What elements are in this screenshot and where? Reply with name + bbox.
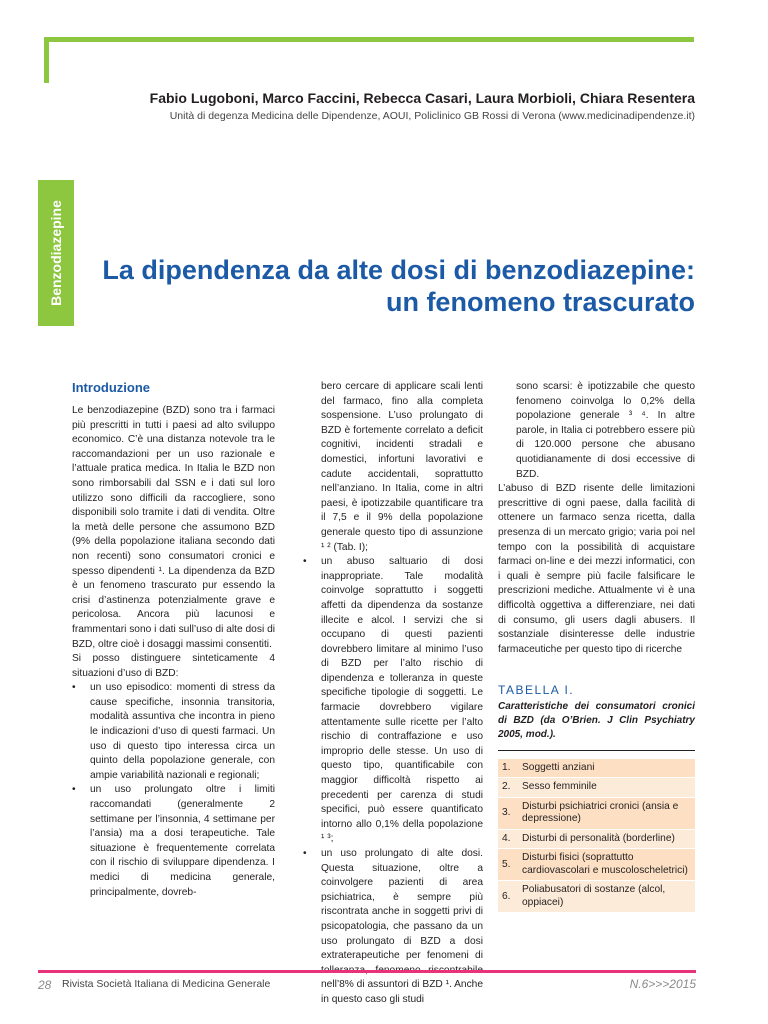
row-text: Soggetti anziani — [518, 759, 695, 778]
table-row — [498, 881, 695, 913]
row-number: 1. — [498, 759, 518, 778]
characteristics-table — [498, 759, 695, 914]
bullet-item: • un uso prolungato di alte dosi. Questa situazione, oltre a coinvolgere pazienti di area psichiatrica, è sempre più riscontrata anche in soggetti privi di psicopatologia, che passano da un uso prolungato di BZD a dosi extraterapeutiche per fenomeni di nell’8% di assuntori di BZD ¹. Anche in questo caso gli studi — [303, 847, 483, 1008]
row-text: Disturbi di personalità (borderline) — [518, 829, 695, 849]
row-number: 3. — [498, 797, 518, 829]
section-tab-label: Benzodiazepine — [48, 200, 64, 306]
paragraph: Le benzodiazepine (BZD) sono tra i farmaci più prescritti in tutti i paesi ad alto sviluppo economico. C’è una distanza notevole tra le raccomandazioni per un uso razionale e l’attuale pratica medica. In Italia le BZD non sono rimborsabili dal SSN e i dati sul loro utilizzo sono difficili da raccogliere, sono disponibili solo tramite i dati di vendita. Oltre la metà delle persone che assumono BZD (9% della popolazione italiana secondo dati non recenti) sono consumatori cronici e spesso dipendenti ¹. La dipendenza da BZD è un fenomeno trascurato pur essendo la crisi d’astinenza potenzialmente grave e pericolosa. Ancora più lacunosi e frammentari sono i dati sull’uso di alte dosi di BZD, oltre cioè i dosaggi massimi consentiti. — [72, 405, 275, 650]
row-number: 5. — [498, 849, 518, 881]
column-3 — [498, 380, 695, 913]
title-line-1: La dipendenza da alte dosi di benzodiazepine: — [102, 255, 695, 285]
authors: Fabio Lugoboni, Marco Faccini, Rebecca Casari, Laura Morbioli, Chiara Resentera — [149, 90, 695, 106]
paragraph: bero cercare di applicare scali lenti del farmaco, fino alla completa sospensione. L’uso prolungato di BZD è fortemente correlato a deficit cognitivi, incidenti stradali e domestici, infortuni lavorativi e cadute accidentali, soprattutto nell’anziano. In Italia, come in altri paesi, è ipotizzabile quantificare tra il 7,5 e il 9% della popolazione generale questo tipo di assunzione ¹ ² (Tab. I); — [321, 381, 483, 553]
column-2 — [303, 380, 483, 1008]
section-heading: Introduzione — [72, 380, 150, 395]
row-text: Sesso femminile — [518, 778, 695, 798]
row-text: Disturbi psichiatrici cronici (ansia e depressione) — [518, 797, 695, 829]
table-row — [498, 778, 695, 798]
paragraph: sono scarsi: è ipotizzabile che questo fenomeno coinvolga lo 0,2% della popolazione generale ³ ⁴. In altre parole, in Italia ci potrebbero essere più di 120.000 persone che abusano quotidianamente di dosi eccessive di BZD. — [516, 381, 695, 480]
paragraph: L’abuso di BZD risente delle limitazioni prescrittive di ogni paese, dalla facilità di ottenere un farmaco senza ricetta, dalla presenza di un mercato grigio; varia poi nel tempo con la possibilità di acquistare farmaci on-line e dei mezzi informatici, con i quali è sempre più facile falsificare le prescrizioni mediche. Attualmente vi è una difficoltà oggettiva a differenziare, nei dati di consumo, gli users dagli abusers. Il sostanziale disinteresse delle industrie farmaceutiche per questo tipo di ricerche — [498, 483, 695, 655]
footer-rule — [38, 970, 696, 973]
section-tab — [38, 180, 74, 326]
row-number: 6. — [498, 881, 518, 913]
row-number: 2. — [498, 778, 518, 798]
table-row — [498, 797, 695, 829]
table-row — [498, 759, 695, 778]
table-caption: Caratteristiche dei consumatori cronici di BZD (da O’Brien. J Clin Psychiatry 2005, mod.). — [498, 700, 695, 751]
affiliation: Unità di degenza Medicina delle Dipendenze, AOUI, Policlinico GB Rossi di Verona (www.medicinadipendenze.it) — [169, 110, 695, 122]
bullet-item: • un uso prolungato oltre i limiti raccomandati (generalmente 2 settimane per l’insonnia, 4 settimane per l’ansia) ma a dosi terapeutiche. Tale situazione è frequentemente correlata con il rischio di sviluppare dipendenza. I medici di medicina generale, principalmente, dovreb- — [72, 783, 275, 900]
article-title — [100, 254, 695, 318]
column-1 — [72, 380, 275, 900]
paragraph: Si posso distinguere sinteticamente 4 situazioni d’uso di BZD: — [72, 653, 275, 679]
table-row — [498, 849, 695, 881]
bullet-item: • un abuso saltuario di dosi inappropriate. Tale modalità coinvolge soprattutto i soggetti affetti da dipendenza da sostanze illecite e alcol. I servizi che si occupano di questi pazienti dovrebbero limitare al minimo l’uso di BZD per l’alto rischio di dipendenza e tolleranza in queste specifiche tipologie di soggetti. Le farmacie dovrebbero vigilare attentamente sulle ricette per l’alto rischio di contraffazione e uso improprio delle stesse. Un uso di questo tipo, quantificabile con maggior difficoltà rispetto ai precedenti per carenza di studi specifici, può essere quantificato intorno allo 0,1% della popolazione ¹ ³; — [303, 555, 483, 847]
top-rule — [44, 37, 694, 42]
title-line-2: un fenomeno trascurato — [385, 287, 695, 317]
bullet-item: • un uso episodico: momenti di stress da cause specifiche, insonnia transitoria, modalità assuntiva che incontra in pieno le indicazioni d’uso di questi farmaci. Un uso di questo tipo interessa circa un quinto della popolazione generale, con ampie variabilità nazionali e regionali; — [72, 681, 275, 783]
row-text: Disturbi fisici (soprattutto cardiovascolari e muscoloscheletrici) — [518, 849, 695, 881]
row-text: Poliabusatori di sostanze (alcol, oppiacei) — [518, 881, 695, 913]
journal-name: Rivista Società Italiana di Medicina Generale — [62, 978, 271, 990]
page-number: 28 — [38, 978, 52, 992]
row-number: 4. — [498, 829, 518, 849]
table-title: TABELLA I. — [498, 683, 575, 698]
left-rule — [44, 37, 49, 83]
table-row — [498, 829, 695, 849]
issue-label: N.6>>>2015 — [629, 977, 696, 991]
